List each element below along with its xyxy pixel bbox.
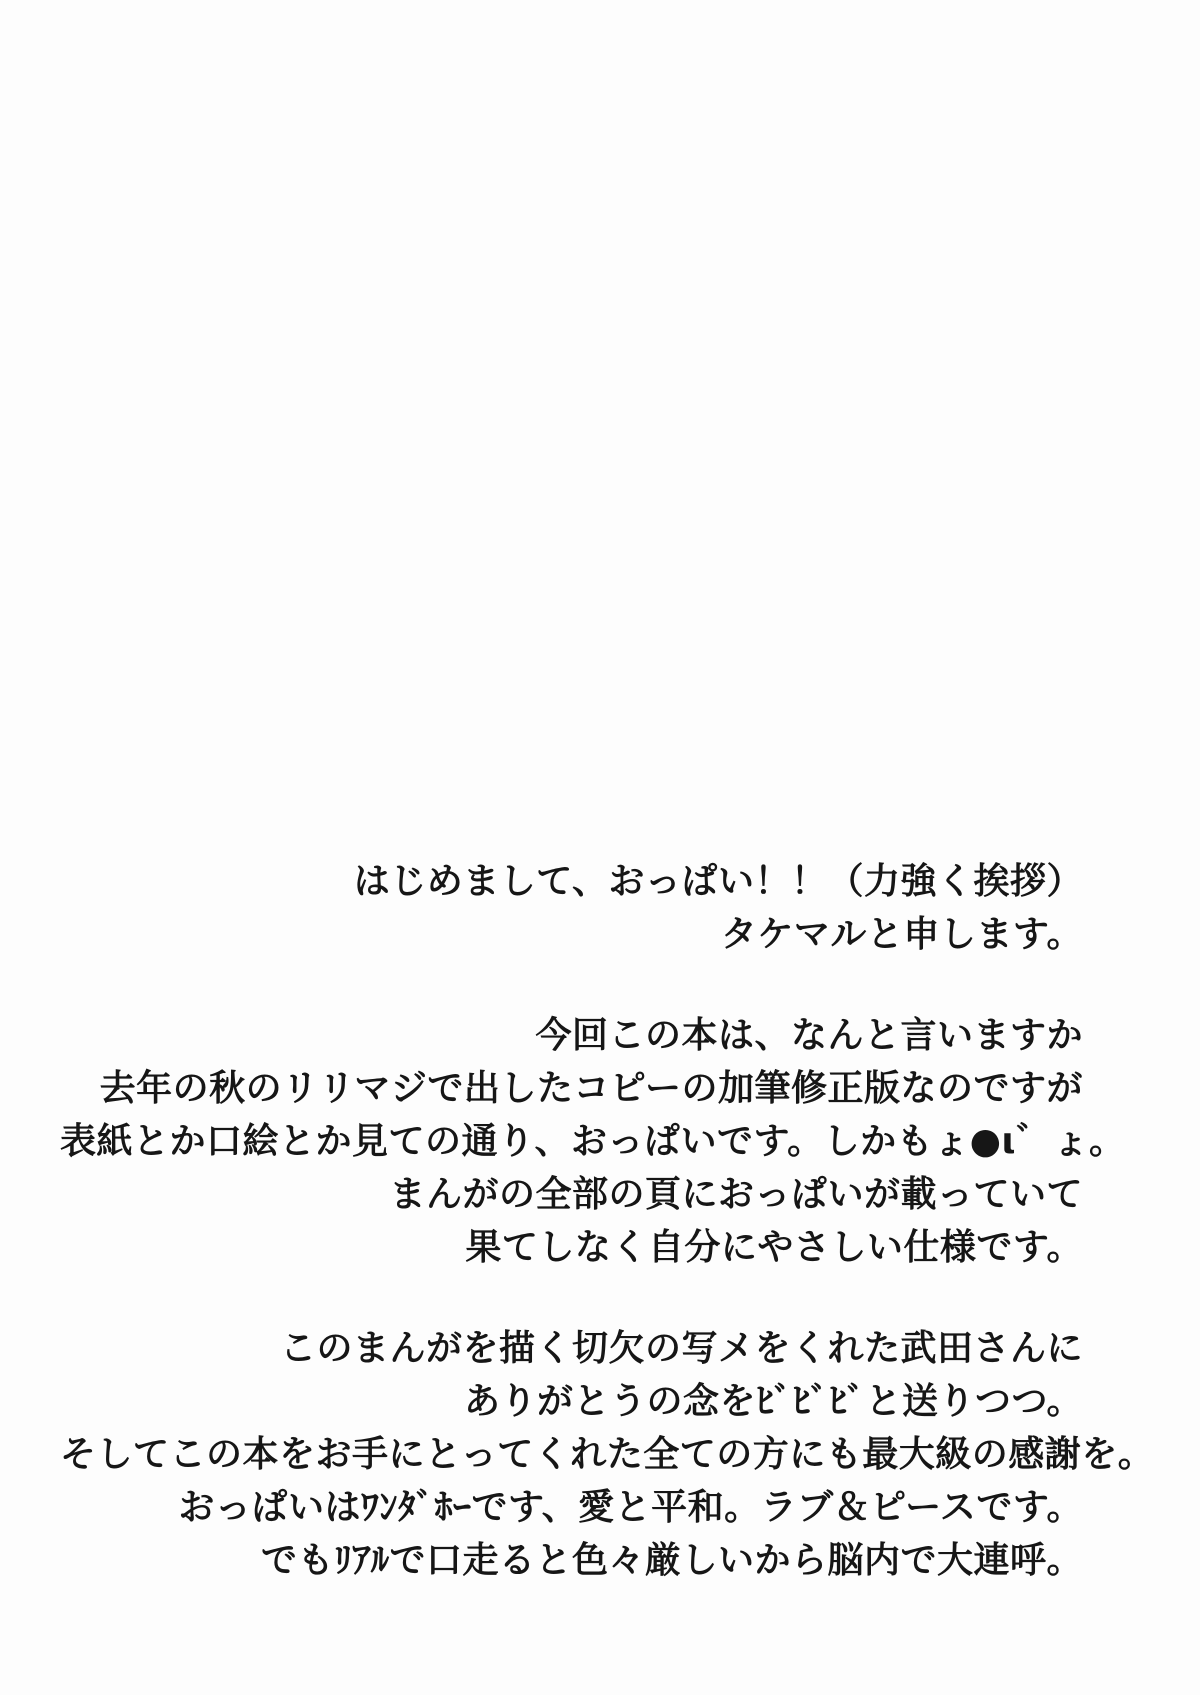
afterword-line: 果てしなく自分にやさしい仕様です。	[465, 1227, 1083, 1268]
afterword-line-author-name: タケマルと申します。	[720, 914, 1083, 955]
afterword-line: 今回この本は、なんと言いますか	[535, 1015, 1083, 1056]
afterword-paragraph-thanks	[60, 1322, 1155, 1587]
afterword-line: おっぱいはﾜﾝﾀﾞﾎｰです、愛と平和。ラブ＆ピースです。	[178, 1487, 1083, 1528]
afterword-text-block	[60, 855, 1155, 1587]
afterword-line: はじめまして、おっぱい！！（力強く挨拶）	[353, 861, 1083, 902]
afterword-line: まんがの全部の頁におっぱいが載っていて	[389, 1174, 1083, 1215]
afterword-line: 去年の秋のリリマジで出したコピーの加筆修正版なのですが	[99, 1068, 1083, 1109]
afterword-line: このまんがを描く切欠の写メをくれた武田さんに	[279, 1328, 1083, 1369]
afterword-paragraph-greeting	[60, 855, 1083, 961]
afterword-line: そしてこの本をお手にとってくれた全ての方にも最大級の感謝を。	[60, 1434, 1155, 1475]
afterword-line: ありがとうの念をﾋﾞﾋﾞﾋﾞと送りつつ。	[463, 1381, 1083, 1422]
afterword-line: 表紙とか口絵とか見ての通り、おっぱいです。しかもょ●ι゛ょ。	[60, 1121, 1126, 1162]
afterword-paragraph-book-description	[60, 1009, 1126, 1274]
afterword-line: でもﾘｱﾙで口走ると色々厳しいから脳内で大連呼。	[260, 1540, 1083, 1581]
